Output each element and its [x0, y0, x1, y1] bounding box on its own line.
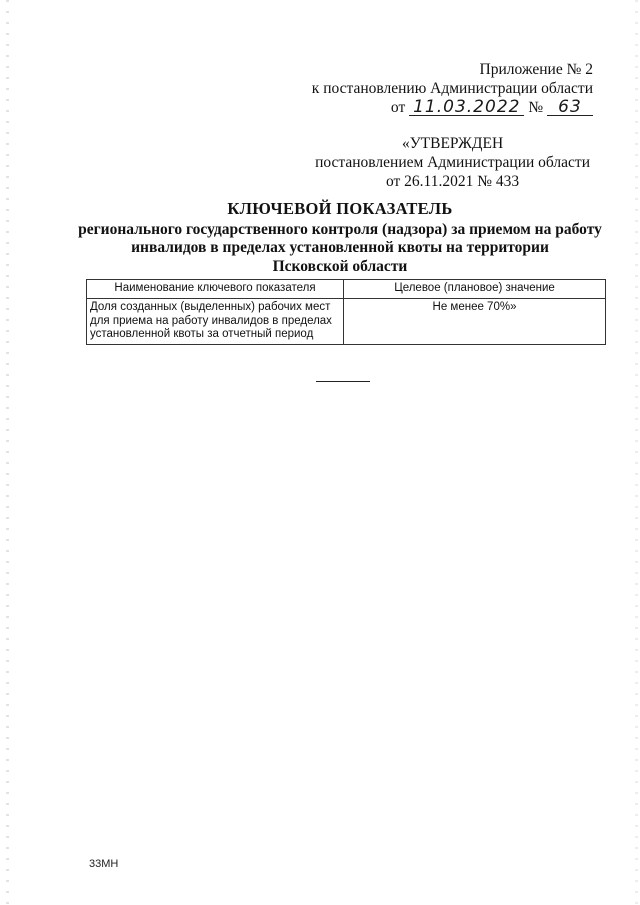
- handwritten-number: 63: [547, 99, 593, 116]
- approval-stamp-text: [315, 134, 590, 191]
- indicator-name-line: для приема на работу инвалидов в пределах: [90, 314, 332, 327]
- appendix-header: [312, 60, 593, 117]
- from-label: от: [390, 99, 406, 116]
- title-subtitle-line: инвалидов в пределах установленной квоты на территории: [131, 239, 549, 256]
- indicator-name-line: Доля созданных (выделенных) рабочих мест: [90, 301, 331, 313]
- document-title: [60, 200, 620, 276]
- appendix-number: Приложение № 2: [479, 61, 593, 78]
- appendix-date-line: [312, 98, 593, 117]
- column-header-target: Целевое (плановое) значение: [344, 280, 606, 299]
- appendix-reference: к постановлению Администрации области: [311, 80, 593, 97]
- kpi-table: [86, 279, 606, 345]
- approved-date: от 26.11.2021 № 433: [385, 173, 520, 190]
- indicator-name-line: установленной квоты за отчетный период: [90, 328, 314, 340]
- target-value-cell: Не менее 70%»: [344, 299, 606, 345]
- title-subtitle-line: Псковской области: [272, 257, 408, 275]
- title-main: КЛЮЧЕВОЙ ПОКАЗАТЕЛЬ: [227, 199, 453, 218]
- footer-code: 33МН: [89, 858, 119, 870]
- column-header-name: Наименование ключевого показателя: [87, 280, 344, 299]
- indicator-name-cell: [87, 299, 344, 345]
- handwritten-date: 11.03.2022: [409, 99, 524, 116]
- scan-edge-artifact: [6, 0, 9, 905]
- approved-by: постановлением Администрации области: [315, 154, 590, 171]
- table-header-row: [87, 280, 606, 299]
- number-label: №: [528, 99, 544, 116]
- scan-edge-artifact: [635, 0, 638, 905]
- table-row: [87, 299, 606, 345]
- end-separator-line: [316, 381, 370, 382]
- approved-label: «УТВЕРЖДЕН: [401, 135, 504, 152]
- title-subtitle-line: регионального государственного контроля (надзора) за приемом на работу: [78, 220, 602, 238]
